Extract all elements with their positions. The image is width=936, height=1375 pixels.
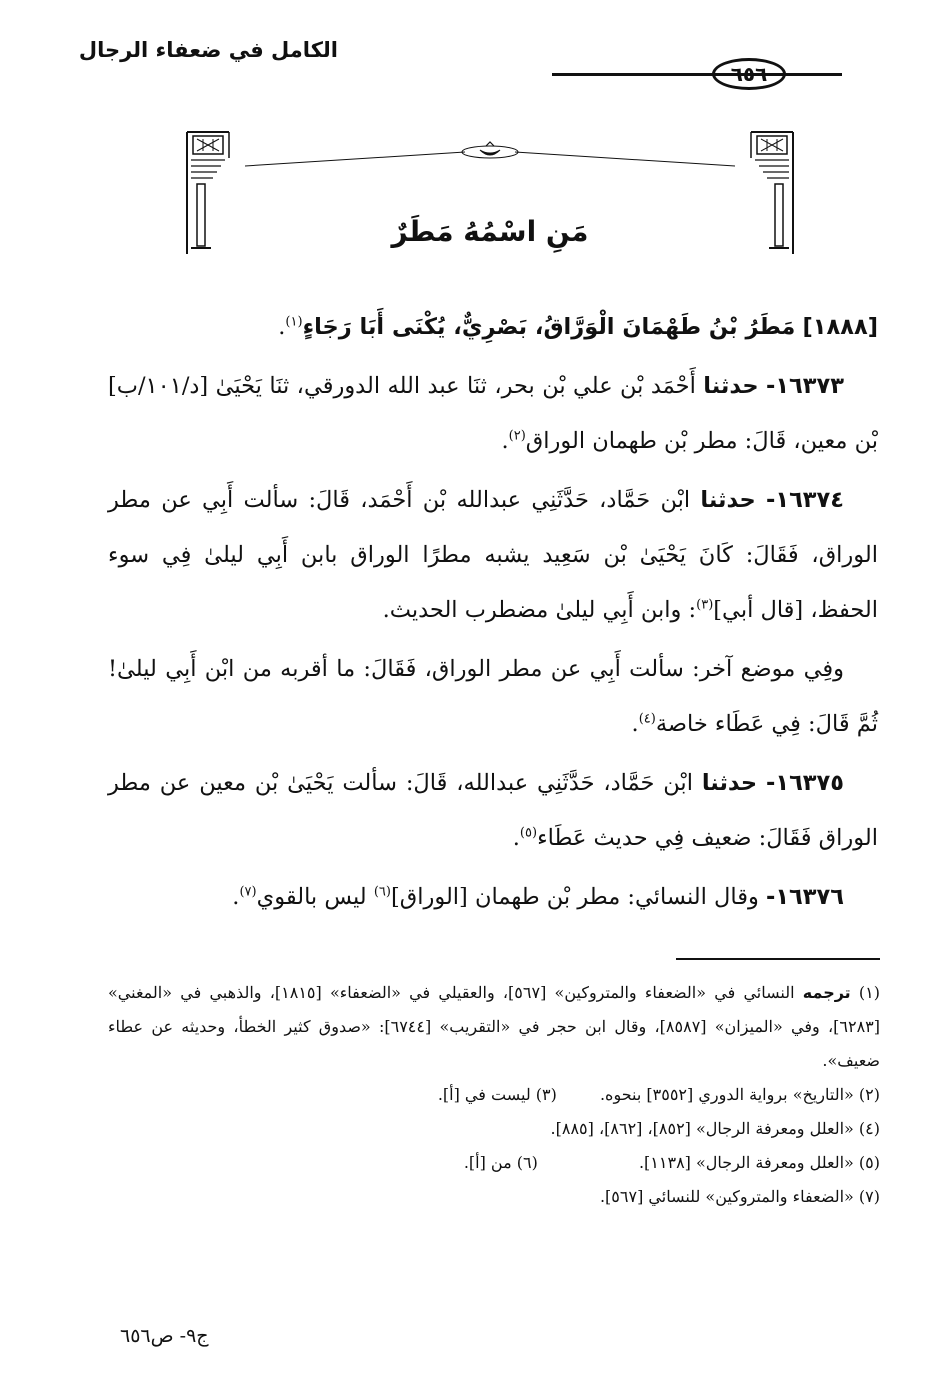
hadith-number: ١٦٣٧٦- xyxy=(765,884,844,910)
center-ornament xyxy=(245,142,735,166)
footnote-text: ليست في [أ]. xyxy=(437,1085,531,1104)
footnote-ref: (٧) xyxy=(239,884,257,900)
entry-heading xyxy=(108,300,878,355)
footnote-number: (٧) xyxy=(858,1187,880,1206)
footnote xyxy=(108,1078,880,1112)
hadith-paragraph xyxy=(108,756,878,866)
entry-number: [١٨٨٨] xyxy=(802,314,878,340)
footnote xyxy=(108,1112,880,1146)
hadith-paragraph xyxy=(108,870,878,925)
narration-lead: حدثنا xyxy=(701,770,758,796)
hadith-paragraph xyxy=(108,642,878,752)
footnote-text: «العلل ومعرفة الرجال» [٨٥٢]، [٨٦٢]، [٨٨٥]. xyxy=(550,1119,854,1138)
chapter-title: مَنِ اسْمُهُ مَطَرٌ xyxy=(391,215,589,248)
paragraph-end: . xyxy=(232,884,240,910)
footnote-ref: (٦) xyxy=(373,884,391,900)
page-number: ٦٥٦ xyxy=(730,62,768,86)
footnote-text: «الضعفاء والمتروكين» للنسائي [٥٦٧]. xyxy=(599,1187,854,1206)
footnote-text: «العلل ومعرفة الرجال» [١١٣٨]. xyxy=(638,1153,854,1172)
main-text xyxy=(108,300,878,929)
paragraph-text: وقال النسائي: مطر بْن طهمان [الوراق] xyxy=(390,884,759,910)
footnote-number: (٦) xyxy=(516,1153,538,1172)
narration-lead: حدثنا xyxy=(700,487,756,513)
footnote xyxy=(108,1146,880,1180)
footnote xyxy=(108,976,880,1078)
footnote-number: (٥) xyxy=(858,1153,880,1172)
volume-page-reference: ج٩- ص٦٥٦ xyxy=(120,1325,209,1347)
paragraph-text: وفِي موضع آخر: سألت أَبِي عن مطر الوراق، فَقَالَ: ما أقربه من ابْن أَبِي ليلىٰ! ثُمَّ قَالَ: فِي عَطَاء خاصة xyxy=(108,656,878,737)
paragraph-end: . xyxy=(501,428,509,454)
header-rule xyxy=(788,73,842,76)
paragraph-text: أَحْمَد بْن علي بْن بحر، ثنَا عبد الله الدورقي، ثنَا يَحْيَىٰ [د/١٠١/ب] بْن معين، قَالَ: مطر بْن طهمان الوراق xyxy=(108,373,878,454)
footnote-ref: (١) xyxy=(285,314,303,330)
entry-heading-text: مَطَرُ بْنُ طَهْمَانَ الْوَرَّاقُ، بَصْرِيٌّ، يُكْنَى أَبَا رَجَاءٍ xyxy=(302,314,796,340)
footnote-ref: (٢) xyxy=(508,428,526,444)
narration-lead: حدثنا xyxy=(703,373,759,399)
footnote-number: (١) xyxy=(858,983,880,1002)
footnote-separator xyxy=(676,958,880,960)
hadith-number: ١٦٣٧٤- xyxy=(766,487,845,513)
footnote xyxy=(108,1180,880,1214)
footnote-ref: (٤) xyxy=(638,711,656,727)
entry-heading-end: . xyxy=(278,314,286,340)
hadith-paragraph xyxy=(108,359,878,469)
paragraph-end: . xyxy=(631,711,639,737)
running-header-title: الكامل في ضعفاء الرجال xyxy=(78,38,338,62)
paragraph-text: ابْن حَمَّاد، حَدَّثَنِي عبدالله بْن أَحْمَد، قَالَ: سألت أَبِي عن مطر الوراق، فَقَالَ: كَانَ يَحْيَىٰ بْن سَعِيد يشبه مطرًا الوراق بابن أَبِي ليلىٰ فِي سوء الحفظ، [قال أبي] xyxy=(108,487,878,623)
hadith-number: ١٦٣٧٣- xyxy=(765,373,844,399)
hadith-paragraph xyxy=(108,473,878,638)
paragraph-text: ابْن حَمَّاد، حَدَّثَنِي عبدالله، قَالَ: سألت يَحْيَىٰ بْن معين عن مطر الوراق فَقَالَ: ضعيف فِي حديث عَطَاء xyxy=(108,770,878,851)
paragraph-end: . xyxy=(512,825,520,851)
footnote-text: النسائي في «الضعفاء والمتروكين» [٥٦٧]، والعقيلي في «الضعفاء» [١٨١٥]، والذهبي في «المغني» [٦٢٨٣]، وفي «الميزان» [٨٥٨٧]، وقال ابن حجر في «التقريب» [٦٧٤٤]: «صدوق كثير الخطأ، وحديثه عن عطاء ضعيف». xyxy=(108,983,880,1070)
footnote-ref: (٥) xyxy=(519,825,538,841)
footnote-number: (٣) xyxy=(535,1085,557,1104)
footnote-text: «التاريخ» برواية الدوري [٣٥٥٢] بنحوه. xyxy=(599,1085,854,1104)
footnote-text: من [أ]. xyxy=(463,1153,512,1172)
footnote-inline xyxy=(464,1146,538,1180)
footnote-number: (٢) xyxy=(858,1085,880,1104)
footnote-inline xyxy=(438,1078,557,1112)
paragraph-text: ليس بالقوي xyxy=(256,884,367,910)
footnote-lead: ترجمه xyxy=(802,983,851,1002)
footnote-number: (٤) xyxy=(858,1119,880,1138)
paragraph-end: : وابن أَبِي ليلىٰ مضطرب الحديث. xyxy=(382,597,697,623)
footnote-ref: (٣) xyxy=(696,597,714,613)
hadith-number: ١٦٣٧٥- xyxy=(766,770,845,796)
footnotes xyxy=(108,976,880,1214)
